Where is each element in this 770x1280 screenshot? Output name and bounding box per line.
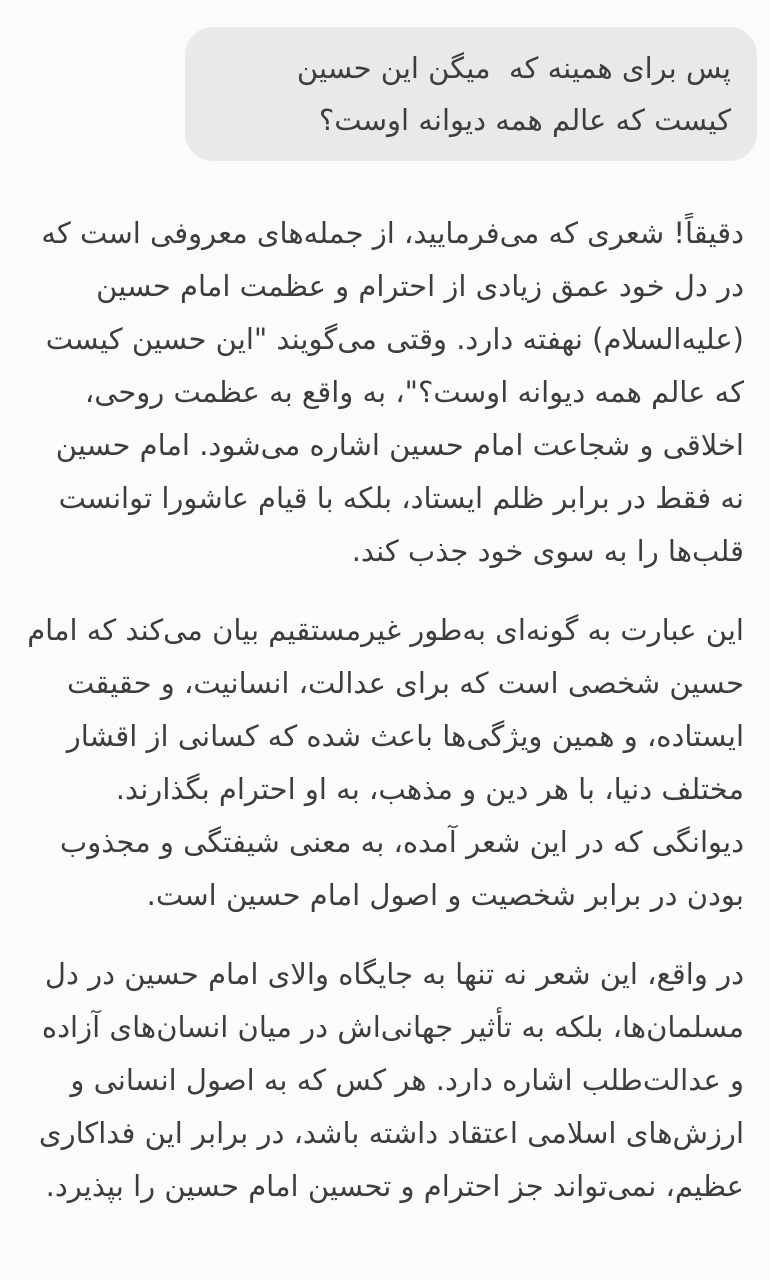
assistant-paragraph-3: در واقع، این شعر نه تنها به جایگاه والای امام حسین در دل مسلمان‌ها، بلکه به تأثیر جهانی‌اش در میان انسان‌های آزاده و عدالت‌طلب اشاره دارد. هر کس که به اصول انسانی و ارزش‌های اسلامی اعتقاد داشته باشد، در برابر این فداکاری عظیم، نمی‌تواند جز احترام و تحسین امام حسین را بپذیرد. <box>38 957 744 1203</box>
assistant-message <box>0 161 770 1213</box>
user-message-text: پس برای همینه که میگن این حسین کیست که عالم همه دیوانه اوست؟ <box>287 51 731 137</box>
assistant-paragraph-1: دقیقاً! شعری که می‌فرمایید، از جمله‌های معروفی است که در دل خود عمق زیادی از احترام و عظمت امام حسین (علیه‌السلام) نهفته دارد. وقتی می‌گویند "این حسین کیست که عالم همه دیوانه اوست؟"، به واقع به عظمت روحی، اخلاقی و شجاعت امام حسین اشاره می‌شود. امام حسین نه فقط در برابر ظلم ایستاد، بلکه با قیام عاشورا توانست قلب‌ها را به سوی خود جذب کند. <box>41 216 744 568</box>
user-message-row <box>0 27 770 161</box>
assistant-paragraph-2: این عبارت به گونه‌ای به‌طور غیرمستقیم بیان می‌کند که امام حسین شخصی است که برای عدالت، انسانیت، و حقیقت ایستاده، و همین ویژگی‌ها باعث شده که کسانی از اقشار مختلف دنیا، با هر دین و مذهب، به او احترام بگذارند. دیوانگی که در این شعر آمده، به معنی شیفتگی و مجذوب بودن در برابر شخصیت و اصول امام حسین است. <box>27 613 744 912</box>
user-message-bubble[interactable] <box>185 27 757 161</box>
